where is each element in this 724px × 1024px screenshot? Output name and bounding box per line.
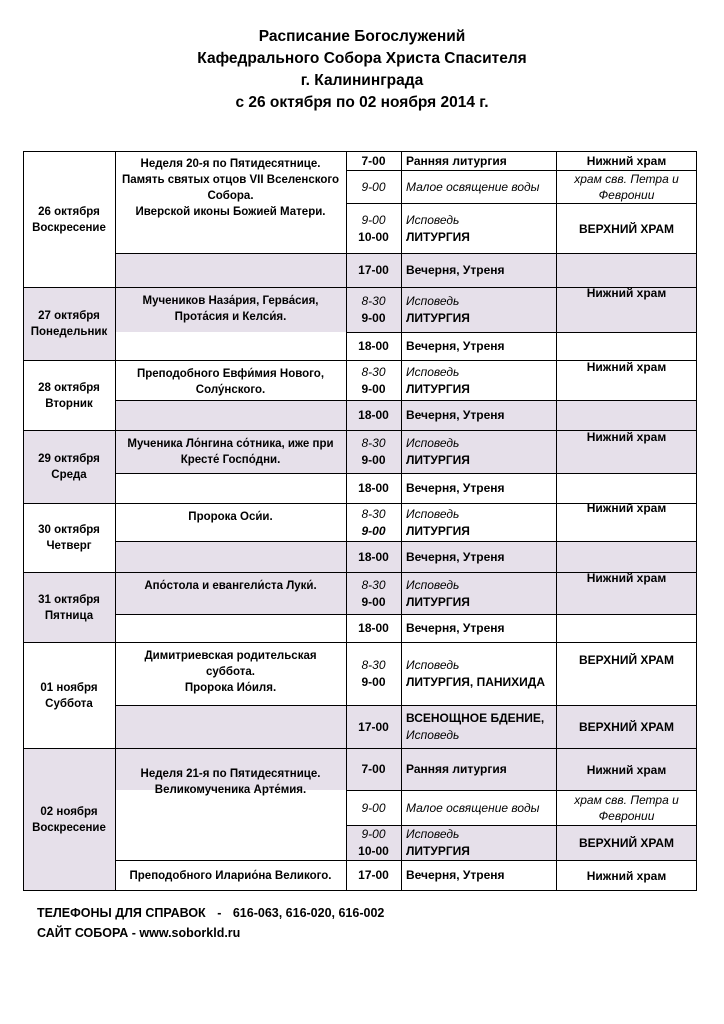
time-cell: 17-00 (358, 719, 389, 734)
service-cell: Исповедь ЛИТУРГИЯ (406, 212, 470, 244)
time-cell: 18-00 (358, 408, 389, 422)
feast-cell: Апо́стола и евангели́ста Луки́. (144, 580, 317, 592)
place-cell: Нижний храм (586, 430, 667, 444)
time-cell: 18-00 (358, 339, 389, 353)
place-cell: храм свв. Петра и Февронии (574, 172, 679, 202)
time-cell: 7-00 (361, 762, 386, 776)
service-cell: Исповедь ЛИТУРГИЯ (406, 577, 470, 609)
phones-label: ТЕЛЕФОНЫ ДЛЯ СПРАВОК (37, 906, 206, 920)
place-cell: Нижний храм (586, 154, 667, 168)
time-cell: 8-30 9-00 (361, 506, 386, 538)
place-cell: Нижний храм (586, 359, 667, 374)
time-cell: 8-30 9-00 (361, 658, 386, 689)
date-cell: 29 октября Среда (38, 453, 100, 481)
service-cell: Вечерня, Утреня (406, 621, 505, 635)
time-cell: 9-00 (361, 800, 386, 815)
service-cell: Исповедь ЛИТУРГИЯ (406, 436, 470, 467)
phones-value: 616-063, 616-020, 616-002 (232, 906, 385, 920)
time-cell: 9-00 (361, 179, 386, 194)
service-cell: Вечерня, Утреня (406, 549, 505, 564)
service-cell: Вечерня, Утреня (406, 263, 505, 277)
service-cell: Исповедь ЛИТУРГИЯ (406, 294, 470, 325)
place-cell: храм свв. Петра и Февронии (574, 793, 679, 823)
site-line (37, 926, 240, 940)
time-cell: 9-00 10-00 (358, 212, 389, 244)
place-cell: Нижний храм (586, 571, 667, 585)
service-cell: Ранняя литургия (406, 762, 507, 776)
date-cell: 31 октября Пятница (38, 593, 100, 622)
service-cell: Исповедь ЛИТУРГИЯ, ПАНИХИДА (406, 658, 545, 689)
time-cell: 8-30 9-00 (361, 436, 386, 467)
site-link[interactable]: www.soborkld.ru (139, 926, 241, 940)
title-line-1: Расписание Богослужений (258, 28, 466, 45)
place-cell: Нижний храм (586, 762, 667, 777)
place-cell: ВЕРХНИЙ ХРАМ (578, 221, 675, 236)
feast-cell: Неделя 21-я по Пятидесятнице. Великомученика Арте́мия. (140, 768, 321, 796)
feast-cell: Преподобного Евфи́мия Нового, Солу́нского. (136, 368, 325, 396)
title-line-4: с 26 октября по 02 ноября 2014 г. (235, 94, 489, 111)
time-cell: 8-30 9-00 (361, 364, 386, 396)
service-cell: ВСЕНОЩНОЕ БДЕНИЕ, Исповедь (406, 711, 545, 742)
date-cell: 30 октября Четверг (38, 524, 100, 552)
service-cell: Исповедь ЛИТУРГИЯ (406, 827, 470, 858)
feast-cell: Димитриевская родительская суббота. Пророка Ио́иля. (144, 650, 317, 694)
feast-cell: Неделя 20-я по Пятидесятнице. Память святых отцов VII Вселенского Собора. Иверской иконы Божией Матери. (121, 158, 340, 218)
time-cell: 18-00 (358, 549, 389, 564)
time-cell: 17-00 (358, 263, 389, 277)
service-cell: Ранняя литургия (406, 153, 507, 168)
place-cell: Нижний храм (586, 286, 667, 300)
time-cell: 9-00 10-00 (358, 827, 389, 858)
service-cell: Малое освящение воды (406, 179, 540, 194)
time-cell: 18-00 (358, 621, 389, 635)
service-cell: Исповедь ЛИТУРГИЯ (406, 506, 470, 538)
feast-cell: Мученика Ло́нгина со́тника, иже при Кресте́ Госпо́дни. (127, 438, 334, 466)
service-cell: Вечерня, Утреня (406, 408, 505, 422)
feast-cell: Преподобного Иларио́на Великого. (129, 869, 332, 882)
service-cell: Вечерня, Утреня (406, 868, 505, 882)
time-cell: 8-30 9-00 (361, 577, 386, 609)
phones-line: ТЕЛЕФОНЫ ДЛЯ СПРАВОК - 616-063, 616-020, 616-002 (37, 906, 385, 920)
title-line-2: Кафедрального Собора Христа Спасителя (197, 50, 527, 67)
place-cell: Нижний храм (586, 500, 667, 515)
place-cell: ВЕРХНИЙ ХРАМ (578, 720, 675, 734)
date-cell: 26 октября Воскресение (32, 205, 106, 234)
service-cell: Вечерня, Утреня (406, 481, 505, 495)
service-cell: Вечерня, Утреня (406, 339, 505, 353)
date-cell: 27 октября Понедельник (30, 310, 108, 338)
feast-cell: Мучеников Наза́рия, Герва́сия, Прота́сия и Келси́я. (142, 295, 319, 323)
place-cell: ВЕРХНИЙ ХРАМ (578, 653, 675, 667)
title-line-3: г. Калининграда (300, 72, 424, 89)
time-cell: 8-30 9-00 (361, 294, 386, 325)
service-cell: Малое освящение воды (406, 800, 540, 815)
time-cell: 17-00 (358, 868, 389, 882)
time-cell: 18-00 (358, 481, 389, 495)
site-label: САЙТ СОБОРА - (37, 926, 136, 940)
date-cell: 02 ноября Воскресение (32, 805, 106, 834)
place-cell: ВЕРХНИЙ ХРАМ (578, 836, 675, 850)
date-cell: 01 ноября Суббота (40, 681, 98, 710)
feast-cell: Пророка Оси́и. (188, 511, 273, 523)
time-cell: 7-00 (361, 153, 386, 168)
place-cell: Нижний храм (586, 868, 667, 883)
service-cell: Исповедь ЛИТУРГИЯ (406, 364, 470, 396)
date-cell: 28 октября Вторник (38, 381, 100, 410)
